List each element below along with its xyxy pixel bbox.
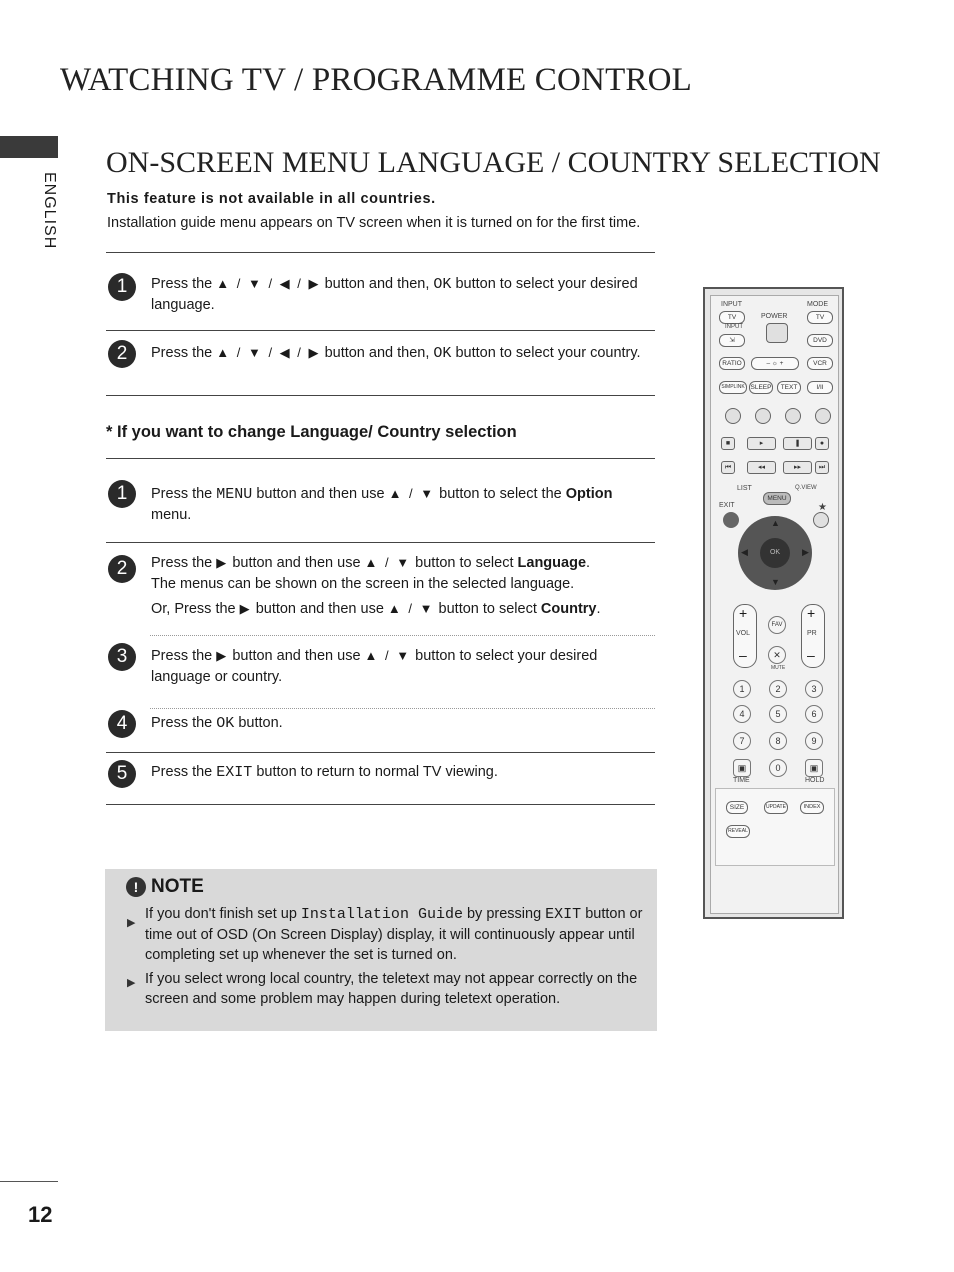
key-label: EXIT [545,906,582,923]
header-tab-marker [0,136,58,158]
sub-heading: * If you want to change Language/ Country selection [106,423,517,441]
rewind-button: ◂◂ [747,461,776,474]
menu-target: Language [517,555,587,571]
step-number: 1 [108,480,136,508]
minus-icon: – [807,647,815,663]
ratio-button: RATIO [719,357,745,370]
fav-button: FAV [768,616,786,634]
color-button [785,408,801,424]
input-button: ⇲ [719,334,745,347]
remote-label: EXIT [719,502,735,509]
step-mid: button and then use [256,486,385,502]
teletext-panel [715,788,835,866]
step-post: button to select your country. [455,345,641,361]
arrow-keys-icon: ▲ / ▼ [387,601,435,616]
note-box [105,869,657,1031]
volume-rocker [733,604,757,668]
digit-button: 2 [769,680,787,698]
step-post: button to select [415,555,514,571]
left-arrow-icon: ◀ [741,547,748,557]
step-text [151,713,646,734]
down-arrow-icon: ▼ [771,577,780,587]
key-label: OK [433,345,452,362]
menu-button: MENU [763,492,791,505]
step-tail: . [586,555,591,571]
remote-label: TIME [733,777,750,784]
bullet-arrow-icon: ▶ [127,917,136,929]
arrow-keys-icon: ▲ / ▼ / ◀ / ▶ [216,345,321,360]
divider [106,804,655,805]
mute-button: ✕ [768,646,786,664]
step-pre: Or, Press the [151,601,236,617]
minus-icon: – [739,647,747,663]
note-mid: by pressing [466,906,542,922]
key-label: EXIT [216,764,253,781]
step-post: button to select the [439,486,562,502]
language-label: ENGLISH [41,172,58,250]
remote-label: LIST [737,485,752,492]
step-pre: Press the [151,648,213,664]
step-text [151,645,646,688]
skip-forward-button: ⏭ [815,461,829,474]
step-tail: . [596,601,601,617]
dotted-divider [150,635,655,636]
arrow-keys-icon: ▲ / ▼ / ◀ / ▶ [216,276,321,291]
step-pre: Press the [151,764,213,780]
star-button [813,512,829,528]
digit-button: 9 [805,732,823,750]
step-pre: Press the [151,715,213,731]
right-arrow-icon: ▶ [216,648,229,663]
time-button: ▣ [733,759,751,777]
digit-button: 3 [805,680,823,698]
step-text [151,342,646,364]
star-icon: ★ [818,502,827,513]
reveal-button: REVEAL [726,825,750,838]
step-text [151,273,646,316]
ok-button: OK [760,538,790,568]
navigation-ring [738,516,812,590]
step-tail: menu. [151,507,192,523]
step-number: 5 [108,760,136,788]
step-post: button to select your desired language or country. [151,648,598,685]
exit-button [723,512,739,528]
menu-target: Option [565,486,613,502]
right-arrow-icon: ▶ [802,547,809,557]
audio-mode-button: I/II [807,381,833,394]
color-button [755,408,771,424]
key-label: OK [216,715,235,732]
dotted-divider [150,708,655,709]
remote-label: POWER [761,313,788,320]
divider [106,542,655,543]
note-pre: If you don't finish set up [145,906,297,922]
step-mid: button and then, [324,276,430,292]
size-button: SIZE [726,801,748,814]
digit-button: 0 [769,759,787,777]
step-text [151,762,646,783]
note-title: NOTE [151,876,204,897]
play-button: ▸ [747,437,776,450]
header-title: WATCHING TV / PROGRAMME CONTROL [60,62,693,98]
sleep-button: SLEEP [749,381,773,394]
digit-button: 6 [805,705,823,723]
divider [106,252,655,253]
step-post: button to select your desired language. [151,276,638,313]
menu-target: Country [540,601,597,617]
brightness-button: – ☼ + [751,357,799,370]
digit-button: 5 [769,705,787,723]
digit-button: 4 [733,705,751,723]
section-title: ON-SCREEN MENU LANGUAGE / COUNTRY SELECTION [106,146,881,179]
note-item: If you select wrong local country, the teletext may not appear correctly on the screen and some problem may happen during teletext operation. [145,971,638,1007]
arrow-keys-icon: ▲ / ▼ [388,486,436,501]
step-pre: Press the [151,486,213,502]
stop-button: ■ [721,437,735,450]
pause-button: ❚ [783,437,812,450]
step-number: 1 [108,273,136,301]
divider [106,395,655,396]
exclamation-icon: ! [126,877,146,897]
intro-text: Installation guide menu appears on TV screen when it is turned on for the first time. [107,215,641,231]
mode-tv-button: TV [807,311,833,324]
simplink-button: SIMPLINK [719,381,747,394]
step-number: 4 [108,710,136,738]
right-arrow-icon: ▶ [239,601,252,616]
remote-label: MUTE [771,665,786,671]
record-button: ● [815,437,829,450]
remote-label: PR [807,630,817,637]
hold-button: ▣ [805,759,823,777]
step-mid: button and then use [232,648,361,664]
step-mid: button and then use [232,555,361,571]
update-button: UPDATE [764,801,788,814]
remote-control [703,287,844,919]
step-line: The menus can be shown on the screen in the selected language. [151,576,575,592]
remote-label: INPUT [721,301,742,308]
mode-vcr-button: VCR [807,357,833,370]
divider [106,752,655,753]
power-button [766,323,788,343]
digit-button: 7 [733,732,751,750]
digit-button: 8 [769,732,787,750]
step-number: 2 [108,340,136,368]
note-post: button or time out of OSD (On Screen Display) display, it will continuously appear until completing set up whenever the set is turned on. [145,906,643,963]
step-post: button to select [438,601,537,617]
tv-input-button: TV [719,311,745,324]
step-pre: Press the [151,345,213,361]
step-pre: Press the [151,276,213,292]
step-text [151,552,646,620]
key-label: MENU [216,486,253,503]
remote-label: VOL [736,630,751,637]
remote-label: INPUT [725,324,743,330]
step-mid: button and then use [255,601,384,617]
key-label: OK [433,276,452,293]
remote-label: HOLD [805,777,825,784]
step-number: 3 [108,643,136,671]
note-item [145,904,645,965]
index-button: INDEX [800,801,824,814]
divider [106,330,655,331]
fast-forward-button: ▸▸ [783,461,812,474]
plus-icon: + [807,605,816,621]
up-arrow-icon: ▲ [771,518,780,528]
page-number: 12 [28,1202,53,1227]
language-sidebar [36,172,60,252]
right-arrow-icon: ▶ [216,555,229,570]
step-pre: Press the [151,555,213,571]
divider [106,458,655,459]
step-text [151,483,646,526]
step-mid: button and then, [324,345,430,361]
arrow-keys-icon: ▲ / ▼ [364,648,412,663]
step-post: button to return to normal TV viewing. [256,764,498,780]
bullet-arrow-icon: ▶ [127,977,136,989]
remote-body [710,295,839,914]
availability-notice: This feature is not available in all countries. [107,191,436,207]
step-post: button. [238,715,283,731]
digit-button: 1 [733,680,751,698]
text-button: TEXT [777,381,801,394]
remote-label: MODE [807,301,828,308]
skip-back-button: ⏮ [721,461,735,474]
color-button [815,408,831,424]
arrow-keys-icon: ▲ / ▼ [364,555,412,570]
footer-rule [0,1181,58,1182]
plus-icon: + [739,605,748,621]
mode-dvd-button: DVD [807,334,833,347]
key-label: Installation Guide [300,906,463,923]
remote-label: Q.VIEW [795,485,817,491]
step-number: 2 [108,555,136,583]
color-button [725,408,741,424]
programme-rocker [801,604,825,668]
